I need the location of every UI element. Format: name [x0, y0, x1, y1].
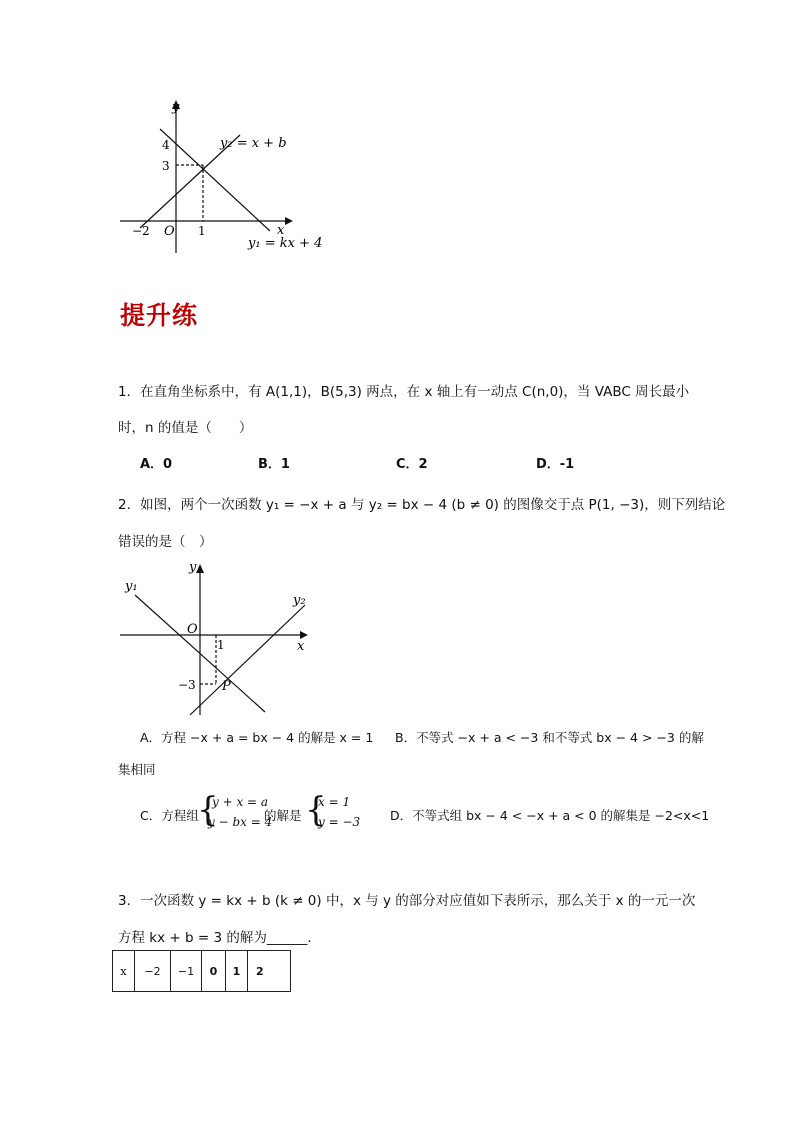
tick-x1: 1	[198, 224, 206, 238]
tick-y-minus3: −3	[178, 678, 196, 692]
y-axis-label-2: y	[189, 560, 197, 575]
tick-y4: 4	[162, 138, 170, 152]
q1-option-d: D．-1	[536, 457, 575, 472]
origin-label: O	[164, 224, 175, 239]
table-cell: −2	[135, 951, 171, 992]
q1-line1: 1．在直角坐标系中，有 A(1,1)，B(5,3) 两点，在 x 轴上有一动点 C(n,0)，当 VABC 周长最小	[118, 384, 690, 400]
tick-x-minus2: −2	[132, 224, 150, 238]
y-arrow-2	[196, 564, 204, 573]
value-table	[112, 950, 291, 992]
q2-option-b-cont: 集相同	[118, 762, 156, 777]
q3-line2: 方程 kx + b = 3 的解为______．	[118, 930, 321, 946]
tick-x1-2: 1	[217, 638, 225, 652]
x-axis-label: x	[277, 223, 285, 238]
table-cell: 2	[248, 951, 291, 992]
q3-line1: 3．一次函数 y = kx + b (k ≠ 0) 中，x 与 y 的部分对应值如下表所示，那么关于 x 的一元一次	[118, 893, 696, 909]
q1-option-c: C．2	[396, 457, 428, 472]
system-2-eq1: x = 1	[318, 795, 351, 809]
brace-2: {	[305, 790, 327, 830]
brace-1: {	[197, 790, 219, 830]
system-2-eq2: y = −3	[318, 815, 361, 829]
table-cell: x	[113, 951, 135, 992]
q1-option-a: A．0	[140, 457, 173, 472]
q2-option-c-prefix: C．方程组	[140, 808, 199, 823]
section-title: 提升练	[120, 301, 199, 330]
table-cell: −1	[171, 951, 202, 992]
origin-label-2: O	[187, 622, 198, 637]
q2-line2: 错误的是（ ）	[118, 534, 213, 550]
label-y1: y₁ = kx + 4	[248, 236, 323, 251]
q2-option-c-mid: 的解是	[264, 808, 302, 823]
label-y2-fig2: y₂	[293, 593, 306, 608]
q1-option-b: B．1	[258, 457, 290, 472]
table-cell: 1	[226, 951, 248, 992]
x-axis-label-2: x	[297, 639, 305, 654]
tick-y3: 3	[162, 159, 170, 173]
label-y1-fig2: y₁	[125, 579, 138, 594]
system-1-eq2: y − bx = 4	[208, 815, 273, 829]
q1-line2: 时，n 的值是（ ）	[118, 420, 253, 436]
system-1-eq1: y + x = a	[212, 795, 269, 809]
q2-option-a: A．方程 −x + a = bx − 4 的解是 x = 1	[140, 730, 374, 745]
table-row	[113, 951, 291, 992]
y-axis-label: y	[172, 100, 180, 115]
point-p-label: P	[222, 679, 231, 694]
q2-option-d: D．不等式组 bx − 4 < −x + a < 0 的解集是 −2<x<1	[390, 808, 710, 823]
figure-2-graph	[115, 557, 320, 719]
q2-option-b: B．不等式 −x + a < −3 和不等式 bx − 4 > −3 的解	[395, 730, 704, 745]
q2-line1: 2．如图，两个一次函数 y₁ = −x + a 与 y₂ = bx − 4 (b ≠ 0) 的图像交于点 P(1, −3)，则下列结论	[118, 497, 726, 513]
x-arrow-2	[300, 631, 308, 639]
table-cell: 0	[202, 951, 226, 992]
x-arrow	[285, 217, 293, 225]
figure-1-graph	[110, 95, 340, 260]
label-y2: y₂ = x + b	[220, 136, 287, 151]
